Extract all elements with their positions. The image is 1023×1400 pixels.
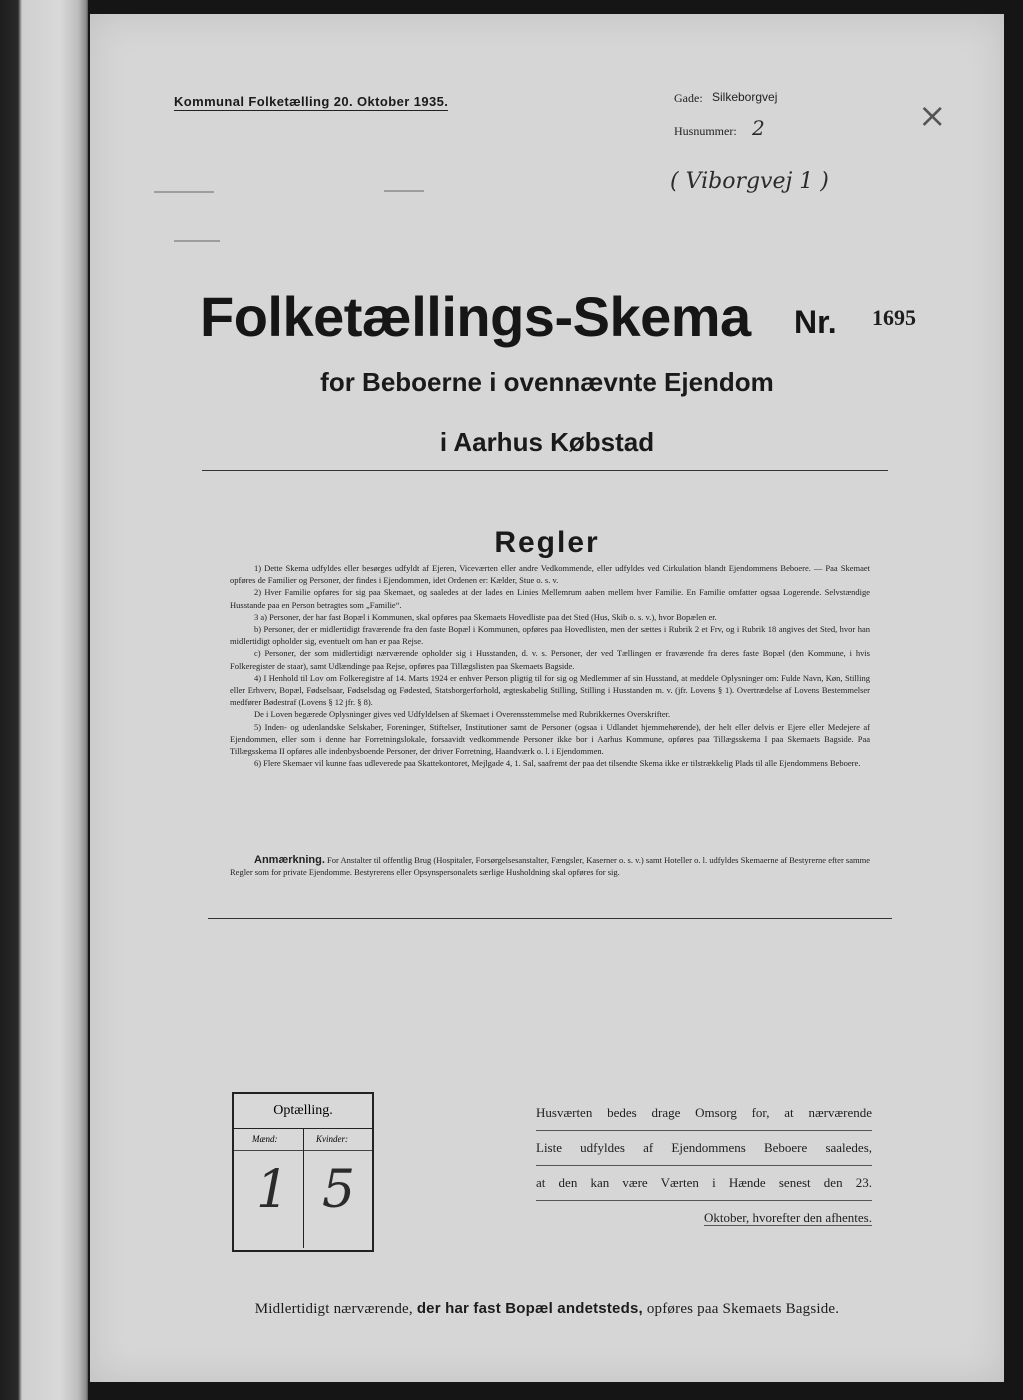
street-value: Silkeborgvej (712, 90, 778, 104)
corner-mark: × (918, 96, 947, 136)
street-label: Gade: (674, 91, 703, 105)
census-header: Kommunal Folketælling 20. Oktober 1935. (174, 94, 449, 109)
rule-3c: c) Personer, der som midlertidigt nærværende opholder sig i Husstanden, d. v. s. Personer, der ved Tællingen er fraværende fra deres faste Bopæl (den Kommune, i hvis Folkeregister de staar), samt Udlændinge paa Rejse, opføres paa Tillægslisten paa Skemaets Bagside. (230, 648, 870, 671)
house-number-value: 2 (752, 116, 765, 140)
men-count: 1 (256, 1160, 290, 1220)
landlord-notice (536, 1096, 872, 1235)
remark-lead: Anmærkning. (254, 854, 325, 866)
remark-text: For Anstalter til offentlig Brug (Hospitaler, Forsørgelsesanstalter, Fængsler, Kaserner o. s. v.) samt Hoteller o. l. udfyldes Skemaerne af Bestyrerne efter samme Regler som for private Ejendomme. Bestyrerens eller Opsynspersonalets særlige Husholdning skal opføres for sig. (230, 855, 870, 878)
rules-heading: Regler (494, 526, 600, 559)
rule-4-note: De i Loven begærede Oplysninger gives ved Udfyldelsen af Skemaet i Overensstemmelse med Rubrikkernes Overskrifter. (254, 709, 671, 720)
ink-smudge (174, 240, 220, 242)
form-number: 1695 (872, 305, 916, 330)
rule-5: 5) Inden- og udenlandske Selskaber, Foreninger, Stiftelser, Institutioner samt de Personer (ogsaa i Udlandet hjemmehørende), der helt eller delvis er Ejere eller Medejere af Ejendommen, eller som i denne har Forretningslokale, forsaavidt vedkommende Personer ikke bor i Aarhus Kommune, opføres paa Tillægsskema I paa Skemaets Bagside. Paa Tillægsskema II opføres alle indenbysboende Personer, der driver Forretning, Haandværk o. l. i Ejendommen. (230, 721, 870, 757)
notice-line-4: Oktober, hvorefter den afhentes. (703, 1210, 872, 1225)
census-form-page (90, 14, 1004, 1382)
ink-smudge (154, 191, 214, 193)
ink-smudge (384, 190, 424, 192)
footer-text-a: Midlertidigt nærværende, (254, 1301, 413, 1317)
book-binding (0, 0, 88, 1400)
rule-1: 1) Dette Skema udfyldes eller besørges udfyldt af Ejeren, Viceværten eller andre Vedkommende, eller udfyldes ved Cirkulation blandt Ejendommens Beboere. — Paa Skemaet opføres de Familier og Personer, der findes i Ejendommen, idet Ordenen er: Kælder, Stue o. s. v. (230, 563, 870, 586)
notice-line-4-wrap (536, 1201, 872, 1235)
remark-block (230, 854, 870, 878)
divider-rule (202, 470, 888, 471)
rule-3b: b) Personer, der er midlertidigt fraværende fra den faste Bopæl i Kommunen, opføres paa Hovedlisten, men der sættes i Rubrik 2 et Frv, og i Rubrik 18 angives det Sted, hvor han midlertidigt opholder sig, eventuelt om han er paa Rejse. (230, 624, 870, 647)
notice-line-3: at den kan være Værten i Hænde senest den 23. (536, 1166, 872, 1201)
footer-note (90, 1300, 1004, 1318)
count-title: Optælling. (234, 1094, 372, 1129)
rule-2: 2) Hver Familie opføres for sig paa Skemaet, og saaledes at der lades en Linies Mellemrum aaben mellem hver Familie. En Familie omfatter ogsaa Logerende. Selvstændige Husstande paa en Person betragtes som „Familie“. (230, 587, 870, 610)
footer-text-b: der har fast Bopæl andetsteds, (416, 1300, 643, 1317)
notice-line-2: Liste udfyldes af Ejendommens Beboere saaledes, (536, 1131, 872, 1166)
women-label: Kvinder: (316, 1134, 348, 1144)
divider-rule (208, 918, 892, 919)
form-nr-label: Nr. (794, 304, 837, 340)
form-title: Folketællings-Skema (200, 285, 751, 348)
count-box (232, 1092, 374, 1252)
handwritten-address-note: ( Viborgvej 1 ) (670, 169, 829, 194)
men-label: Mænd: (252, 1134, 278, 1144)
column-divider (303, 1128, 304, 1248)
women-count: 5 (322, 1160, 356, 1220)
notice-line-1: Husværten bedes drage Omsorg for, at nærværende (536, 1096, 872, 1131)
form-subtitle-city: i Aarhus Købstad (439, 427, 655, 457)
rule-3a: 3 a) Personer, der har fast Bopæl i Kommunen, skal opføres paa Skemaets Hovedliste paa det Sted (Hus, Skib o. s. v.), hvor Bopælen er. (254, 611, 717, 622)
form-subtitle: for Beboerne i ovennævnte Ejendom (320, 367, 774, 397)
house-number-label: Husnummer: (674, 124, 737, 138)
rule-6: 6) Flere Skemaer vil kunne faas udleverede paa Skattekontoret, Mejlgade 4, 1. Sal, saafremt der paa det tilsendte Skema ikke er tilstrækkelig Plads til alle Ejendommens Beboere. (254, 758, 861, 769)
rules-text (230, 562, 870, 769)
rule-4: 4) I Henhold til Lov om Folkeregistre af 14. Marts 1924 er enhver Person pligtig til for sig og Medlemmer af sin Husstand, at meddele Oplysninger om: Fulde Navn, Køn, Stilling eller Erhverv, Bopæl, Fødselsaar, Fødselsdag og Fødested, Statsborgerforhold, ægteskabelig Stilling, Stilling i Husstanden m. v. (jfr. Lovens § 1). Overtrædelse af Lovens Bestemmelser medfører Bødestraf (Lovens § 12 jfr. § 8). (230, 672, 870, 708)
footer-text-c: opføres paa Skemaets Bagside. (646, 1301, 840, 1317)
